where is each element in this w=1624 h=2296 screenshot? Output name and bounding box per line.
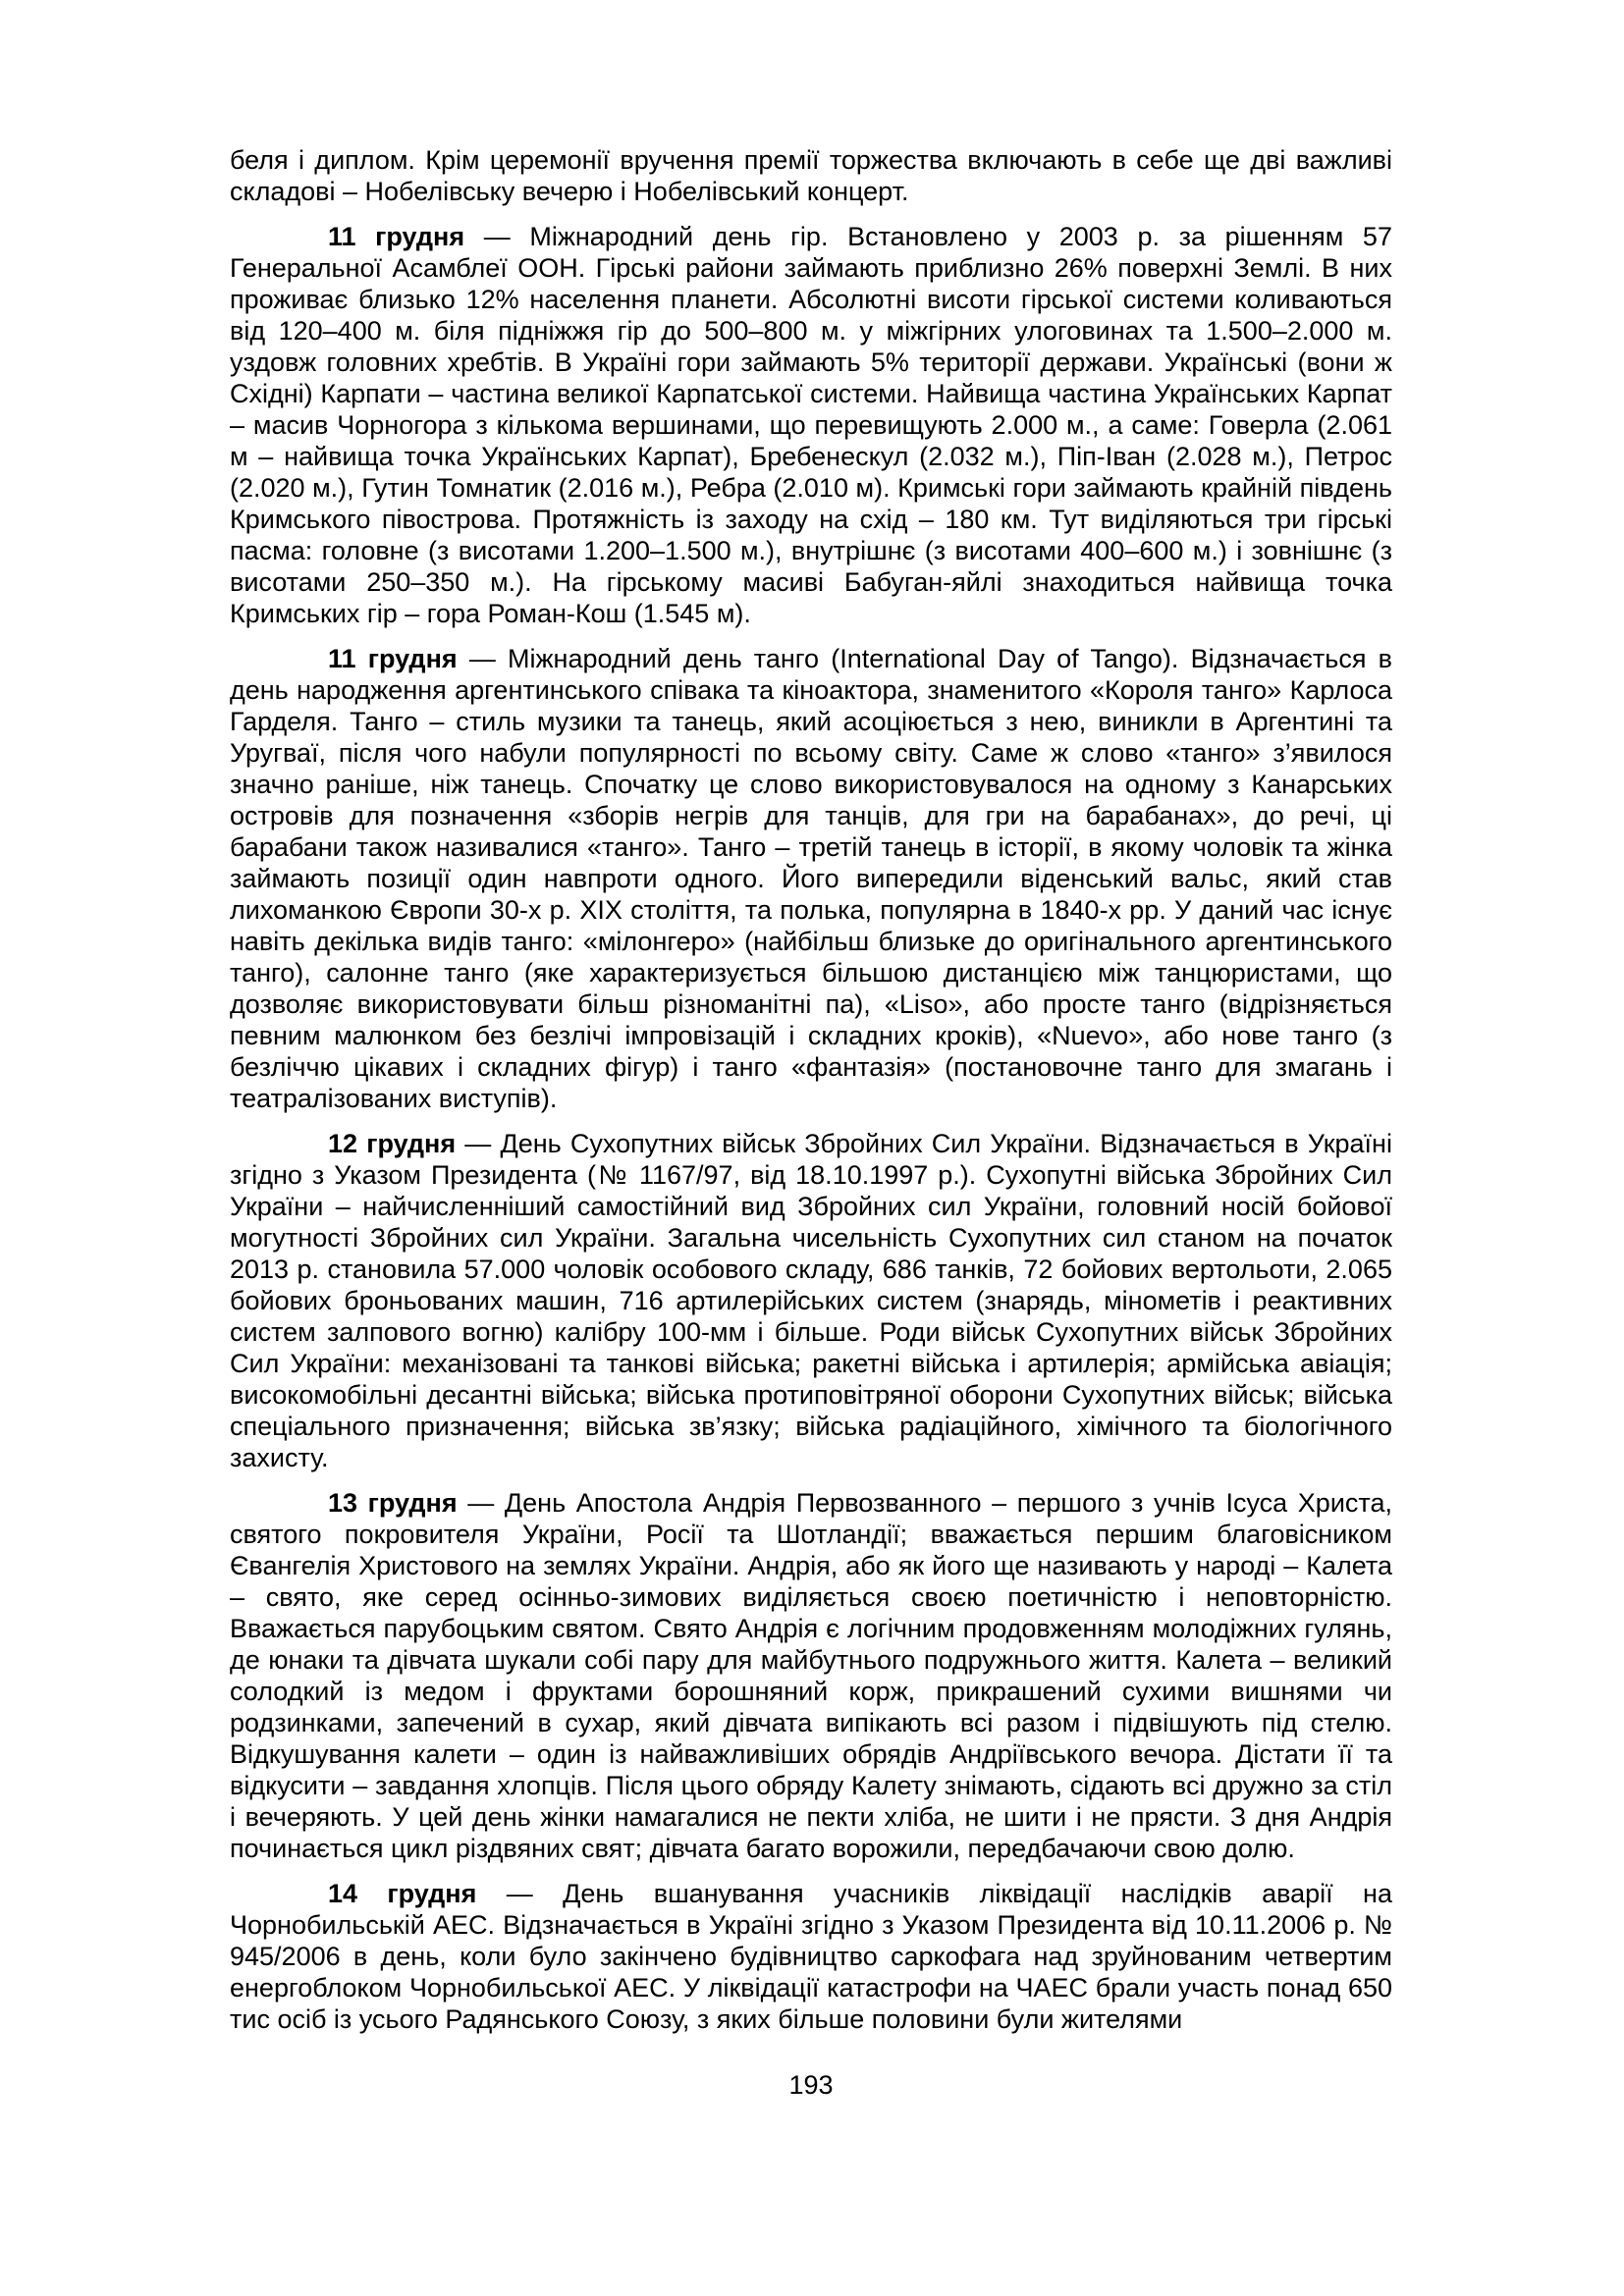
date-label: 11 грудня: [328, 222, 465, 251]
paragraph-text: беля і диплом. Крім церемонії вручення премії торжества включають в себе ще дві важливі складові – Нобелівську вечерю і Нобелівський концерт.: [230, 145, 1392, 206]
dash-separator: —: [464, 1129, 492, 1158]
paragraph-december-13-saint-andrew: [230, 1487, 1392, 1864]
dash-separator: —: [483, 222, 511, 251]
paragraph-december-11-tango: [230, 643, 1392, 1114]
date-label: 11 грудня: [328, 644, 458, 673]
dash-separator: —: [467, 1488, 495, 1518]
date-label: 12 грудня: [328, 1129, 457, 1158]
text-block: [230, 144, 1392, 2049]
paragraph-continuation: [230, 144, 1392, 207]
paragraph-text: День вшанування учасників ліквідації наслідків аварії на Чорнобильській АЕС. Відзначається в Україні згідно з Указом Президента від 10.11.2006 р. № 945/2006 в день, коли було закінчено будівництво саркофага над зруйнованим четвертим енергоблоком Чорнобильської АЕС. У ліквідації катастрофи на ЧАЕС брали участь понад 650 тис осіб із усього Радянського Союзу, з яких більше половини були жителями: [230, 1879, 1392, 2034]
paragraph-text: Міжнародний день гір. Встановлено у 2003 р. за рішенням 57 Генеральної Асамблеї ООН. Гірські райони займають приблизно 26% поверхні Землі. В них проживає близько 12% населення планети. Абсолютні висоти гірської системи коливаються від 120–400 м. біля підніжжя гір до 500–800 м. у міжгірних улоговинах та 1.500–2.000 м. уздовж головних хребтів. В Україні гори займають 5% території держави. Українські (вони ж Східні) Карпати – частина великої Карпатської системи. Найвища частина Українських Карпат – масив Чорногора з кількома вершинами, що перевищують 2.000 м., а саме: Говерла (2.061 м – найвища точка Українських Карпат), Бребенескул (2.032 м.), Піп-Іван (2.028 м.), Петрос (2.020 м.), Гутин Томнатик (2.016 м.), Ребра (2.010 м). Кримські гори займають крайній південь Кримського півострова. Протяжність із заходу на схід – 180 км. Тут виділяються три гірські пасма: головне (з висотами 1.200–1.500 м.), внутрішнє (з висотами 400–600 м.) і зовнішнє (з висотами 250–350 м.). На гірському масиві Бабуган-яйлі знаходиться найвища точка Кримських гір – гора Роман-Кош (1.545 м).: [230, 222, 1392, 628]
paragraph-text: День Сухопутних військ Збройних Сил України. Відзначається в Україні згідно з Указом Президента (№ 1167/97, від 18.10.1997 р.). Сухопутні війська Збройних Сил України – найчисленніший самостійний вид Збройних сил України, головний носій бойової могутності Збройних сил України. Загальна чисельність Сухопутних сил станом на початок 2013 р. становила 57.000 чоловік особового складу, 686 танків, 72 бойових вертольоти, 2.065 бойових броньованих машин, 716 артилерійських систем (знарядь, мінометів і реактивних систем залпового вогню) калібру 100-мм і більше. Роди військ Сухопутних військ Збройних Сил України: механізовані та танкові війська; ракетні війська і артилерія; армійська авіація; високомобільні десантні війська; війська протиповітряної оборони Сухопутних військ; війська спеціального призначення; війська зв’язку; війська радіаційного, хімічного та біологічного захисту.: [230, 1129, 1392, 1472]
dash-separator: —: [468, 644, 496, 673]
paragraph-text: Міжнародний день танго (International Day of Tango). Відзначається в день народження аргентинського співака та кіноактора, знаменитого «Короля танго» Карлоса Гарделя. Танго – стиль музики та танець, який асоціюється з нею, виникли в Аргентині та Уругваї, після чого набули популярності по всьому світу. Саме ж слово «танго» з’явилося значно раніше, ніж танець. Спочатку це слово використовувалося на одному з Канарських островів для позначення «зборів негрів для танців, для гри на барабанах», до речі, ці барабани також називалися «танго». Танго – третій танець в історії, в якому чоловік та жінка займають позиції один навпроти одного. Його випередили віденський вальс, який став лихоманкою Європи 30-х р. XIX століття, та полька, популярна в 1840-х рр. У даний час існує навіть декілька видів танго: «мілонгеро» (найбільш близьке до оригінального аргентинського танго), салонне танго (яке характеризується більшою дистанцією між танцюристами, що дозволяє використовувати більш різноманітні па), «Liso», або просте танго (відрізняється певним малюнком без безлічі імпровізацій і складних кроків), «Nuevo», або нове танго (з безліччю цікавих і складних фігур) і танго «фантазія» (постановочне танго для змагань і театралізованих виступів).: [230, 644, 1392, 1113]
paragraph-december-11-mountains: [230, 221, 1392, 629]
paragraph-text: День Апостола Андрія Первозванного – першого з учнів Ісуса Христа, святого покровителя України, Росії та Шотландії; вважається першим благовісником Євангелія Христового на землях України. Андрія, або як його ще називають у народі – Калета – свято, яке серед осінньо-зимових виділяється своєю поетичністю і неповторністю. Вважається парубоцьким святом. Свято Андрія є логічним продовженням молодіжних гулянь, де юнаки та дівчата шукали собі пару для майбутнього подружнього життя. Калета – великий солодкий із медом і фруктами борошняний корж, прикрашений сухими вишнями чи родзинками, запечений в сухар, який дівчата випікають всі разом і підвішують під стелю. Відкушування калети – один із найважливіших обрядів Андріївського вечора. Дістати її та відкусити – завдання хлопців. Після цього обряду Калету знімають, сідають всі дружно за стіл і вечеряють. У цей день жінки намагалися не пекти хліба, не шити і не прясти. З дня Андрія починається цикл різдвяних свят; дівчата багато ворожили, передбачаючи свою долю.: [230, 1488, 1392, 1863]
date-label: 14 грудня: [328, 1879, 477, 1908]
page-number: 193: [788, 2070, 834, 2100]
dash-separator: —: [506, 1879, 533, 1908]
paragraph-december-14-chernobyl: [230, 1878, 1392, 2035]
paragraph-december-12-ground-forces: [230, 1128, 1392, 1473]
date-label: 13 грудня: [328, 1488, 458, 1518]
